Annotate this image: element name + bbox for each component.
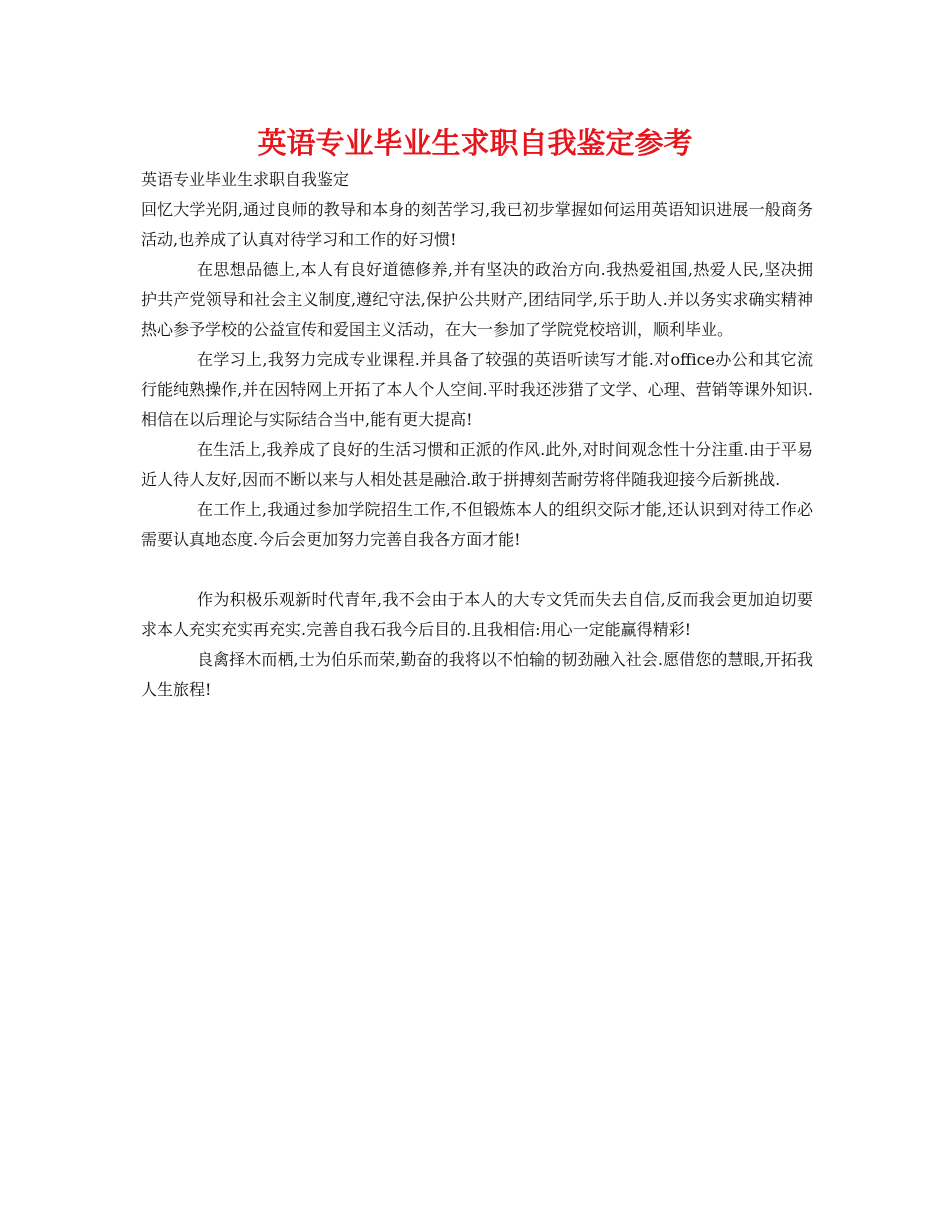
paragraph-life: 在生活上,我养成了良好的生活习惯和正派的作风.此外,对时间观念性十分注重.由于平易近人待人友好,因而不断以来与人相处甚是融洽.敢于拼搏刻苦耐劳将伴随我迎接今后新挑战. xyxy=(141,440,813,489)
paragraph-study: 在学习上,我努力完成专业课程.并具备了较强的英语听读写才能.对office办公和其它流行能纯熟操作,并在因特网上开拓了本人个人空间.平时我还涉猎了文学、心理、营销等课外知识.相信在以后理论与实际结合当中,能有更大提高! xyxy=(141,350,813,429)
paragraph-morality: 在思想品德上,本人有良好道德修养,并有坚决的政治方向.我热爱祖国,热爱人民,坚决拥护共产党领导和社会主义制度,遵纪守法,保护公共财产,团结同学,乐于助人.并以务实求确实精神热心参予学校的公益宣传和爱国主义活动，在大一参加了学院党校培训，顺利毕业。 xyxy=(141,260,813,339)
paragraph-closing: 良禽择木而栖,士为伯乐而荣,勤奋的我将以不怕输的韧劲融入社会.愿借您的慧眼,开拓我人生旅程! xyxy=(141,650,813,699)
document-title: 英语专业毕业生求职自我鉴定参考 xyxy=(257,126,693,160)
paragraph-outlook: 作为积极乐观新时代青年,我不会由于本人的大专文凭而失去自信,反而我会更加迫切要求本人充实充实再充实.完善自我石我今后目的.且我相信:用心一定能赢得精彩! xyxy=(141,590,813,639)
paragraph-gap xyxy=(141,555,813,585)
document-subtitle: 英语专业毕业生求职自我鉴定 xyxy=(141,170,350,189)
paragraph-work: 在工作上,我通过参加学院招生工作,不但锻炼本人的组织交际才能,还认识到对待工作必需要认真地态度.今后会更加努力完善自我各方面才能! xyxy=(141,500,813,549)
paragraph-intro: 回忆大学光阴,通过良师的教导和本身的刻苦学习,我已初步掌握如何运用英语知识进展一般商务活动,也养成了认真对待学习和工作的好习惯! xyxy=(141,200,813,249)
document-body xyxy=(141,165,813,705)
